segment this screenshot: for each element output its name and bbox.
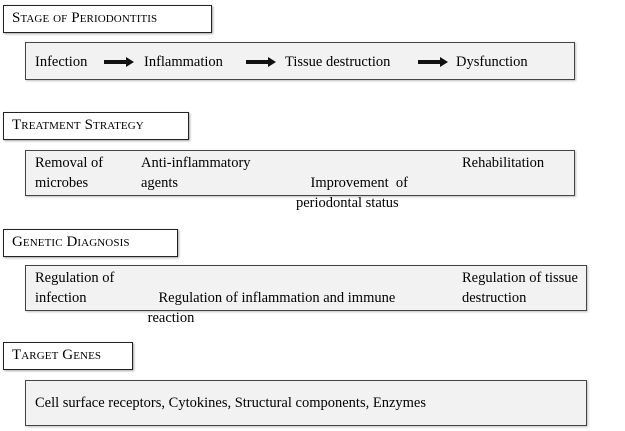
right-arrow-icon [104, 57, 134, 67]
genetic-item-infection: Regulation of infection [35, 270, 115, 306]
target-box [25, 380, 587, 426]
stage-title: Stage of Periodontitis [3, 5, 212, 33]
target-item-genes: Cell surface receptors, Cytokines, Structural components, Enzymes [35, 395, 426, 411]
stage-item-tissue-destruction: Tissue destruction [285, 54, 391, 70]
genetic-item-tissue: Regulation of tissue destruction [462, 270, 578, 306]
genetic-title: Genetic Diagnosis [3, 229, 178, 257]
right-arrow-icon [246, 57, 276, 67]
stage-item-infection: Infection [35, 54, 88, 70]
treatment-item-removal: Removal of microbes [35, 155, 104, 191]
treatment-item-improvement: Improvement of periodontal status [296, 175, 408, 211]
treatment-item-anti-inflammatory: Anti-inflammatory agents [141, 155, 251, 191]
treatment-title: Treatment Strategy [3, 112, 189, 140]
treatment-box [25, 150, 575, 211]
treatment-item-rehabilitation: Rehabilitation [462, 155, 545, 171]
right-arrow-icon [418, 57, 448, 67]
stage-box [25, 42, 575, 80]
genetic-box [25, 265, 587, 326]
target-title: Target Genes [3, 342, 133, 370]
stage-item-dysfunction: Dysfunction [456, 54, 528, 70]
stage-item-inflammation: Inflammation [144, 54, 223, 70]
genetic-item-inflammation: Regulation of inflammation and immune reaction [144, 290, 396, 326]
